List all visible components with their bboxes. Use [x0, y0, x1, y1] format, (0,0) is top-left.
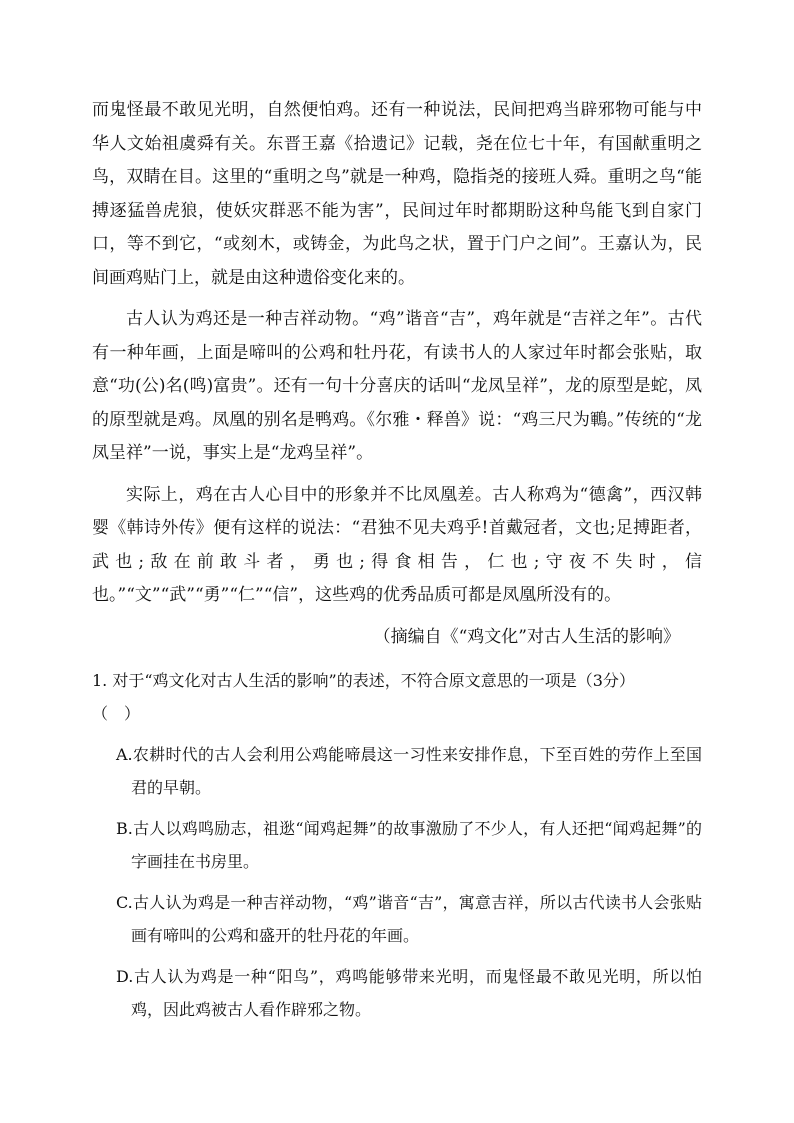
option-text: 古人以鸡鸣励志，祖逖“闻鸡起舞”的故事激励了不少人，有人还把“闻鸡起舞”的字画挂在书房里。 — [131, 819, 702, 871]
question-1 — [92, 664, 702, 730]
question-options — [92, 738, 702, 1026]
option-letter: D. — [116, 967, 134, 986]
option-text: 古人认为鸡是一种“阳鸟”，鸡鸣能够带来光明，而鬼怪最不敢见光明，所以怕鸡，因此鸡被古人看作辟邪之物。 — [131, 967, 702, 1019]
option-letter: C. — [116, 893, 133, 912]
option-b — [92, 812, 702, 878]
passage-paragraph-1: 而鬼怪最不敢见光明，自然便怕鸡。还有一种说法，民间把鸡当辟邪物可能与中华人文始祖虞舜有关。东晋王嘉《拾遗记》记载，尧在位七十年，有国献重明之鸟，双睛在目。这里的“重明之鸟”就是一种鸡，隐指尧的接班人舜。重明之鸟“能搏逐猛兽虎狼，使妖灾群恶不能为害”，民间过年时都期盼这种鸟能飞到自家门口，等不到它，“或刻木，或铸金，为此鸟之状，置于门户之间”。王嘉认为，民间画鸡贴门上，就是由这种遗俗变化来的。 — [92, 100, 702, 288]
option-letter: B. — [116, 819, 133, 838]
option-text: 古人认为鸡是一种吉祥动物，“鸡”谐音“吉”，寓意吉祥，所以古代读书人会张贴画有啼叫的公鸡和盛开的牡丹花的年画。 — [131, 893, 702, 945]
option-letter: A. — [116, 745, 133, 764]
question-number: 1. — [92, 671, 108, 690]
option-d — [92, 960, 702, 1026]
option-a — [92, 738, 702, 804]
question-stem: 对于“鸡文化对古人生活的影响”的表述，不符合原文意思的一项是（3分） — [112, 671, 635, 690]
question-stem-line — [92, 664, 702, 697]
answer-bracket: （ ） — [92, 704, 141, 723]
passage-source-citation: （摘编自《“鸡文化”对古人生活的影响》 — [373, 626, 680, 647]
passage — [92, 94, 702, 654]
passage-paragraph-2: 古人认为鸡还是一种吉祥动物。“鸡”谐音“吉”，鸡年就是“吉祥之年”。古代有一种年画，上面是啼叫的公鸡和牡丹花，有读书人的人家过年时都会张贴，取意“功(公)名(鸣)富贵”。还有一句十分喜庆的话叫“龙凤呈祥”，龙的原型是蛇，凤的原型就是鸡。凤凰的别名是鸭鸡。《尔雅・释兽》说：“鸡三尺为鶤。”传统的“龙凤呈祥”一说，事实上是“龙鸡呈祥”。 — [92, 309, 702, 463]
passage-paragraph-3: 实际上，鸡在古人心目中的形象并不比凤凰差。古人称鸡为“德禽”，西汉韩婴《韩诗外传》便有这样的说法：“君独不见夫鸡乎!首戴冠者，文也;足搏距者，武也;敌在前敢斗者，勇也;得食相告，仁也;守夜不失时，信也。”“文”“武”“勇”“仁”“信”，这些鸡的优秀品质可都是凤凰所没有的。 — [92, 484, 702, 605]
option-c — [92, 886, 702, 952]
option-text: 农耕时代的古人会利用公鸡能啼晨这一习性来安排作息，下至百姓的劳作上至国君的早朝。 — [131, 745, 702, 797]
